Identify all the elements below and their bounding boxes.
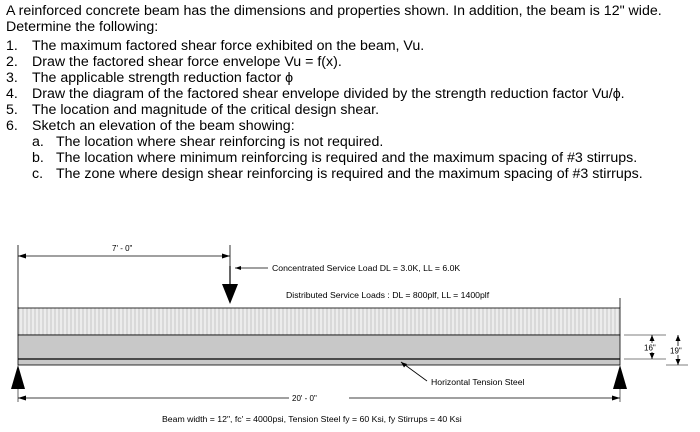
problem-intro: A reinforced concrete beam has the dimensions and properties shown. In addition, the beam is 12" wide. Determine the following:: [6, 3, 662, 35]
task-list: [6, 38, 696, 182]
subtask-item: [32, 150, 696, 166]
task-item: [6, 102, 696, 118]
concrete-beam: [18, 335, 620, 365]
concentrated-load-arrow: [222, 266, 238, 304]
task-number: 1.: [6, 38, 18, 54]
right-support: [613, 365, 627, 389]
tension-steel-label: Horizontal Tension Steel: [431, 377, 525, 387]
span-dimension: [18, 389, 620, 403]
task-number: 3.: [6, 70, 18, 86]
task-text: Draw the diagram of the factored shear envelope divided by the strength reduction factor Vu/ϕ.: [32, 86, 625, 102]
concentrated-load-label: Concentrated Service Load DL = 3.0K, LL = 6.0K: [272, 263, 461, 273]
task-number: 6.: [6, 118, 18, 134]
distributed-load-band: [18, 308, 620, 335]
subtask-text: The zone where design shear reinforcing is required and the maximum spacing of #3 stirrups.: [56, 166, 643, 182]
subtask-text: The location where minimum reinforcing is required and the maximum spacing of #3 stirrups.: [56, 150, 638, 166]
task-item: [6, 54, 696, 70]
task-number: 5.: [6, 102, 18, 118]
problem-statement: [6, 3, 696, 182]
distributed-load-label: Distributed Service Loads : DL = 800plf, LL = 1400plf: [286, 290, 490, 300]
task-number: 4.: [6, 86, 18, 102]
beam-properties: Beam width = 12", fc' = 4000psi, Tension Steel fy = 60 Ksi, fy Stirrups = 40 Ksi: [162, 414, 462, 424]
subtask-item: [32, 134, 696, 150]
subtask-list: [6, 134, 696, 182]
task-text: The applicable strength reduction factor ϕ: [32, 70, 294, 86]
task-item: [6, 86, 696, 102]
total-depth-label: 19": [670, 346, 682, 356]
task-item: [6, 38, 696, 54]
point-load-dimension-label: 7' - 0": [112, 244, 133, 253]
task-text: Draw the factored shear force envelope Vu = f(x).: [32, 54, 342, 70]
subtask-letter: a.: [32, 134, 44, 150]
effective-depth-label: 16": [644, 343, 656, 353]
subtask-letter: b.: [32, 150, 44, 166]
task-item: [6, 70, 696, 86]
beam-diagram: [0, 238, 700, 432]
task-text: The location and magnitude of the critical design shear.: [32, 102, 380, 118]
subtask-item: [32, 166, 696, 182]
task-number: 2.: [6, 54, 18, 70]
task-text: Sketch an elevation of the beam showing:: [32, 118, 295, 134]
left-support: [11, 365, 25, 389]
subtask-letter: c.: [32, 166, 44, 182]
effective-depth-dimension: [624, 335, 666, 359]
leader-arrowhead: [235, 266, 241, 270]
span-label: 20' - 0": [292, 394, 317, 403]
task-text: The maximum factored shear force exhibited on the beam, Vu.: [32, 38, 425, 54]
subtask-text: The location where shear reinforcing is not required.: [56, 134, 384, 150]
point-load-dimension: [18, 244, 230, 266]
total-depth-dimension: [666, 335, 689, 365]
task-item: [6, 118, 696, 134]
